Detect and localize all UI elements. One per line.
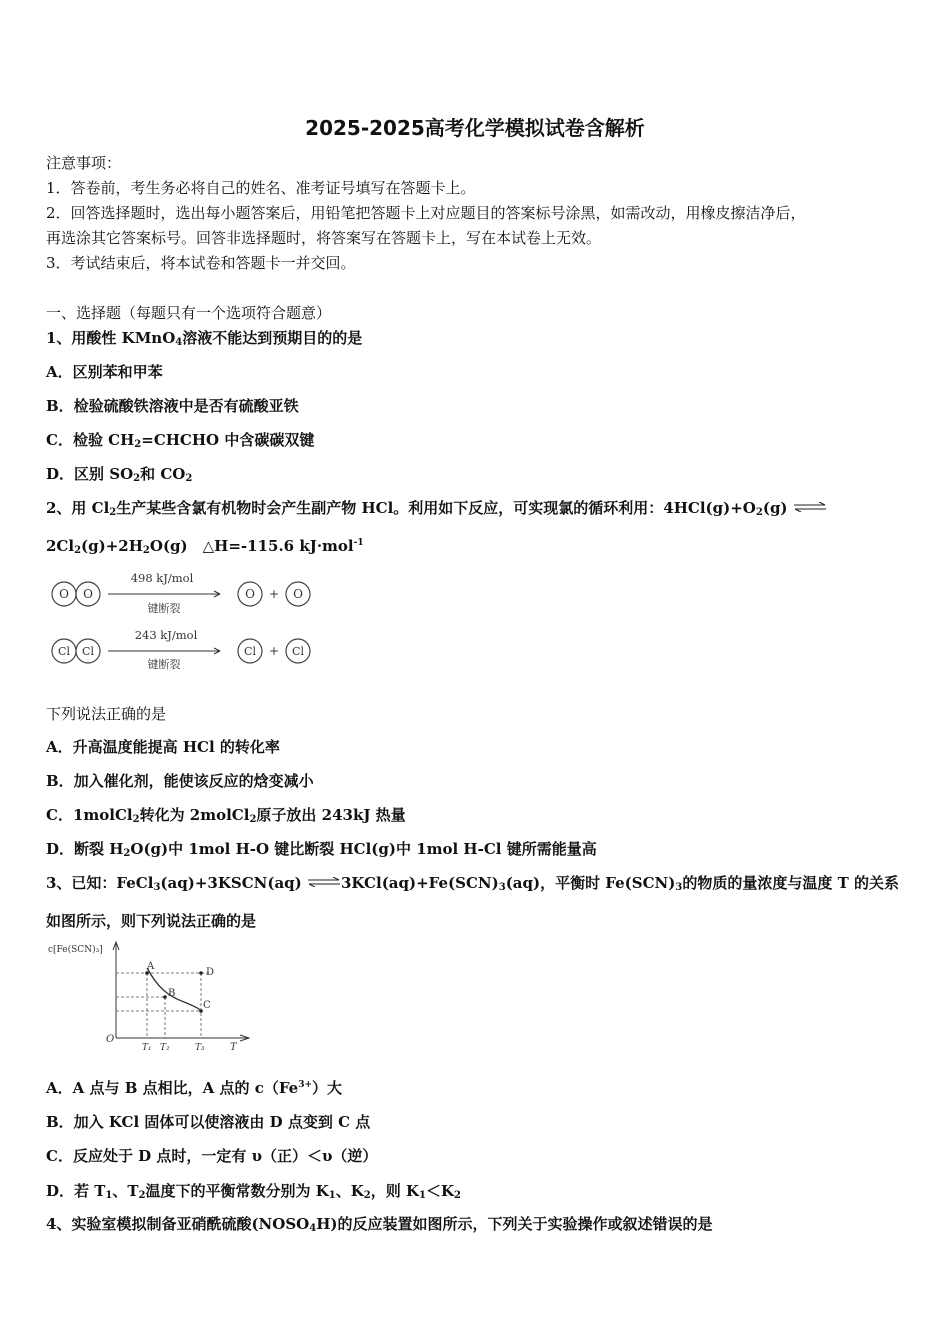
- cl-label-4: Cl: [292, 645, 304, 658]
- clcl-break-label: 键断裂: [147, 658, 181, 671]
- point-c-label: C: [203, 1000, 211, 1011]
- cl-label-3: Cl: [244, 645, 256, 658]
- graph-y-label: c[Fe(SCN)₃]: [48, 945, 103, 955]
- tick-t1: T₁: [142, 1043, 152, 1053]
- o-label-1: O: [59, 587, 69, 601]
- plus-sign-2: +: [268, 644, 280, 658]
- page-title: 2025-2025高考化学模拟试卷含解析: [305, 116, 645, 140]
- x-axis: [116, 1035, 249, 1041]
- notice-item-2: 2．回答选择题时，选出每小题答案后，用铅笔把答题卡上对应题目的答案标号涂黑，如需改动，用橡皮擦洁净后，: [46, 204, 806, 222]
- notice-heading: 注意事项：: [46, 154, 122, 172]
- point-b: [163, 995, 167, 999]
- tick-t3: T₃: [195, 1043, 205, 1053]
- q2-stem: 2、用 $Cl_2$生产某些含氯有机物时会产生副产物 HCl。利用如下反应，可实现氯的循环利用：$4HCl(g)+O_2(g)$: [46, 497, 827, 518]
- point-a-label: A: [147, 961, 155, 972]
- q1-option-b: B．检验硫酸铁溶液中是否有硫酸亚铁: [46, 397, 299, 415]
- q1-stem: 1、用酸性 KMnO$_4$溶液不能达到预期目的的是: [46, 329, 363, 348]
- q3-option-a: A．A 点与 B 点相比，A 点的 $c(Fe^{3+})$大: [46, 1079, 343, 1097]
- plus-sign-1: +: [268, 587, 280, 601]
- notice-item-1: 1．答卷前，考生务必将自己的姓名、准考证号填写在答题卡上。: [46, 179, 476, 197]
- bond-energy-diagram: [44, 565, 324, 675]
- q4-stem: 4、实验室模拟制备亚硝酰硫酸$(NOSO_4H)$的反应装置如图所示，下列关于实验操作或叙述错误的是: [46, 1215, 713, 1234]
- q2-prompt: 下列说法正确的是: [46, 705, 167, 723]
- q3-stem-cont: 如图所示，则下列说法正确的是: [46, 912, 257, 930]
- cl-label-1: Cl: [58, 645, 70, 658]
- point-b-label: B: [168, 988, 176, 999]
- concentration-temperature-graph: [44, 938, 254, 1056]
- notice-item-3: 3．考试结束后，将本试卷和答题卡一并交回。: [46, 254, 356, 272]
- q2-option-a: A．升高温度能提高 HCl 的转化率: [46, 738, 280, 756]
- point-d-label: D: [206, 967, 215, 978]
- graph-x-label: T: [230, 1042, 237, 1053]
- oo-arrow-icon: [108, 591, 220, 597]
- q3-stem: 3、已知：FeCl$_3$(aq)+3KSCN(aq) $3KCl(aq)+Fe(SCN)_3(aq)$，平衡时 $Fe(SCN)_3$的物质的量浓度与温度 T 的关系: [46, 874, 899, 893]
- graph-origin: O: [106, 1034, 115, 1045]
- q1-option-d: D．区别 $SO_2$和 $CO_2$: [46, 465, 193, 484]
- equilibrium-arrow-icon: [793, 502, 827, 512]
- horizontal-guides: [116, 973, 209, 1011]
- equilibrium-arrow-icon: [307, 877, 341, 887]
- q2-option-c: C．1molCl$_2$转化为 2molCl$_2$原子放出 243kJ 热量: [46, 806, 406, 825]
- clcl-energy-label: 243 kJ/mol: [134, 628, 198, 642]
- notice-item-2-cont: 再选涂其它答案标号。回答非选择题时，将答案写在答题卡上，写在本试卷上无效。: [46, 229, 602, 247]
- o-label-2: O: [83, 587, 93, 601]
- q3-option-c: C．反应处于 D 点时，一定有 υ（正）＜υ（逆）: [46, 1147, 378, 1165]
- point-d: [199, 971, 203, 975]
- q2-option-d: D．断裂 $H_2O(g)$中 1mol H-O 键比断裂 HCl(g)中 1mol H-Cl 键所需能量高: [46, 840, 597, 859]
- q1-option-c: C．检验 $CH_2=CHCHO$ 中含碳碳双键: [46, 431, 315, 450]
- q3-option-d: D．若 $T_1$、$T_2$温度下的平衡常数分别为 $K_1$、$K_2$，则 $K_1<K_2$: [46, 1182, 462, 1201]
- oo-energy-label: 498 kJ/mol: [130, 571, 194, 585]
- q2-option-b: B．加入催化剂，能使该反应的焓变减小: [46, 772, 314, 790]
- cl-label-2: Cl: [82, 645, 94, 658]
- y-axis: [113, 942, 119, 1038]
- section-heading: 一、选择题（每题只有一个选项符合题意）: [46, 304, 332, 322]
- oo-break-label: 键断裂: [147, 602, 181, 615]
- o-label-3: O: [245, 587, 255, 601]
- q1-option-a: A．区别苯和甲苯: [46, 363, 163, 381]
- q3-option-b: B．加入 KCl 固体可以使溶液由 D 点变到 C 点: [46, 1113, 371, 1131]
- clcl-arrow-icon: [108, 648, 220, 654]
- q2-equation-line: $2Cl_2(g)+2H_2O(g)$ △H=-115.6 kJ·mol$^{-1}$: [46, 537, 364, 556]
- tick-t2: T₂: [160, 1043, 170, 1053]
- o-label-4: O: [293, 587, 303, 601]
